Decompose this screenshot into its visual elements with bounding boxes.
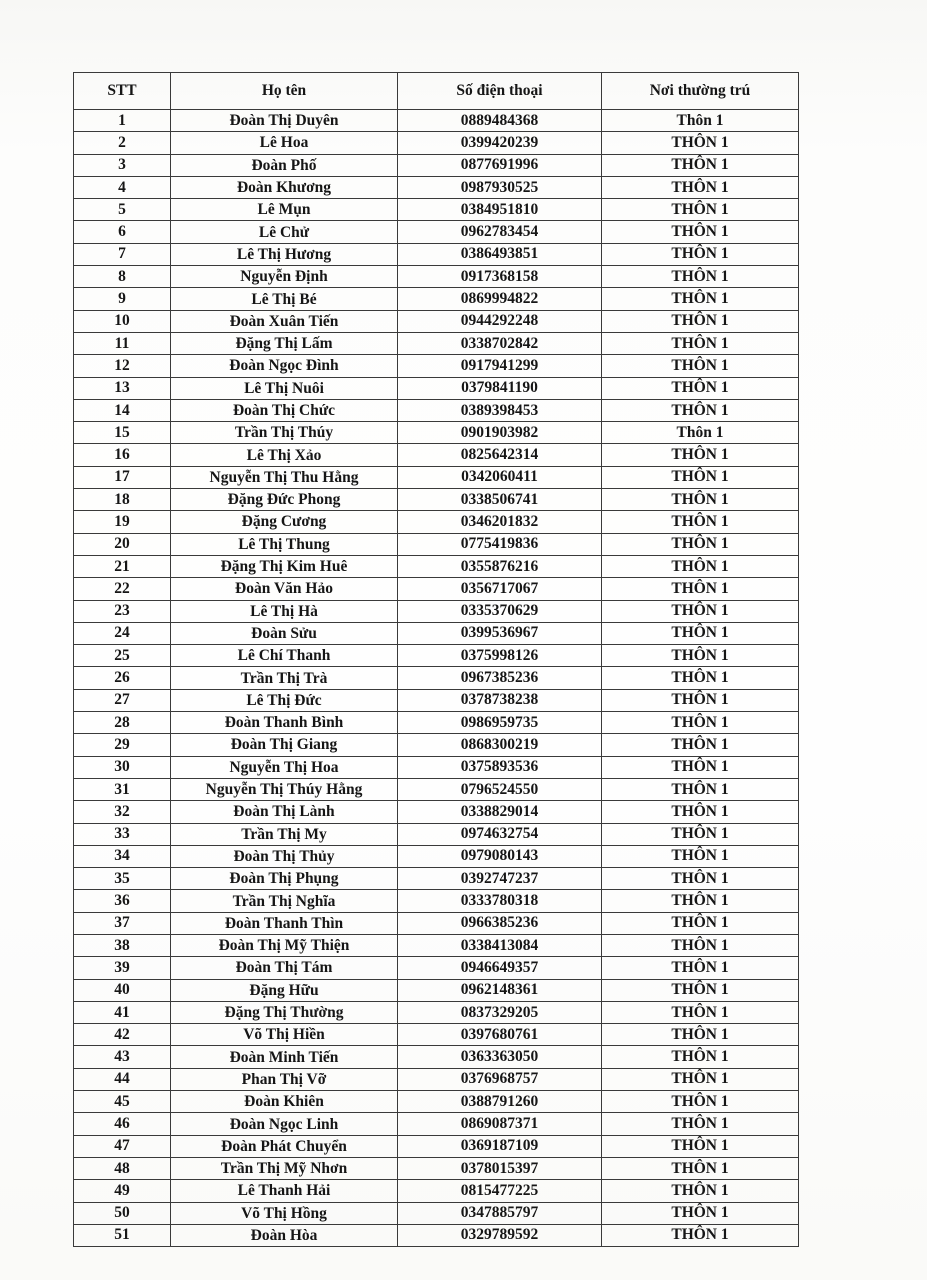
row-number-cell: 48 xyxy=(74,1157,171,1179)
residence-cell: THÔN 1 xyxy=(602,778,799,800)
table-row xyxy=(74,176,799,198)
full-name-cell: Đoàn Khiên xyxy=(171,1091,398,1113)
phone-number-cell: 0375893536 xyxy=(398,756,602,778)
row-number-cell: 31 xyxy=(74,778,171,800)
row-number-cell: 47 xyxy=(74,1135,171,1157)
full-name-cell: Đoàn Văn Hảo xyxy=(171,578,398,600)
residence-cell: THÔN 1 xyxy=(602,1157,799,1179)
residence-cell: THÔN 1 xyxy=(602,132,799,154)
residence-cell: THÔN 1 xyxy=(602,399,799,421)
row-number-cell: 39 xyxy=(74,957,171,979)
full-name-cell: Lê Chử xyxy=(171,221,398,243)
row-number-cell: 50 xyxy=(74,1202,171,1224)
residence-cell: THÔN 1 xyxy=(602,979,799,1001)
residence-cell: THÔN 1 xyxy=(602,1113,799,1135)
row-number-cell: 18 xyxy=(74,489,171,511)
phone-number-cell: 0347885797 xyxy=(398,1202,602,1224)
table-row xyxy=(74,823,799,845)
residence-cell: THÔN 1 xyxy=(602,466,799,488)
residence-cell: THÔN 1 xyxy=(602,734,799,756)
full-name-cell: Võ Thị Hồng xyxy=(171,1202,398,1224)
full-name-cell: Đoàn Phát Chuyển xyxy=(171,1135,398,1157)
full-name-cell: Trần Thị Mỹ Nhơn xyxy=(171,1157,398,1179)
residence-cell: THÔN 1 xyxy=(602,1046,799,1068)
phone-number-cell: 0397680761 xyxy=(398,1024,602,1046)
phone-number-cell: 0388791260 xyxy=(398,1091,602,1113)
row-number-cell: 13 xyxy=(74,377,171,399)
table-row xyxy=(74,422,799,444)
row-number-cell: 23 xyxy=(74,600,171,622)
full-name-cell: Lê Thanh Hải xyxy=(171,1180,398,1202)
row-number-cell: 49 xyxy=(74,1180,171,1202)
table-row xyxy=(74,890,799,912)
row-number-cell: 38 xyxy=(74,934,171,956)
row-number-cell: 28 xyxy=(74,712,171,734)
full-name-cell: Võ Thị Hiền xyxy=(171,1024,398,1046)
row-number-cell: 46 xyxy=(74,1113,171,1135)
table-row xyxy=(74,533,799,555)
residence-cell: THÔN 1 xyxy=(602,355,799,377)
residence-cell: THÔN 1 xyxy=(602,511,799,533)
phone-number-cell: 0386493851 xyxy=(398,243,602,265)
header-residence: Nơi thường trú xyxy=(602,73,799,110)
phone-number-cell: 0379841190 xyxy=(398,377,602,399)
full-name-cell: Nguyễn Thị Hoa xyxy=(171,756,398,778)
row-number-cell: 12 xyxy=(74,355,171,377)
full-name-cell: Trần Thị My xyxy=(171,823,398,845)
residence-cell: THÔN 1 xyxy=(602,578,799,600)
table-row xyxy=(74,288,799,310)
phone-number-cell: 0775419836 xyxy=(398,533,602,555)
full-name-cell: Trần Thị Nghĩa xyxy=(171,890,398,912)
table-row xyxy=(74,622,799,644)
residence-cell: THÔN 1 xyxy=(602,600,799,622)
phone-number-cell: 0917368158 xyxy=(398,266,602,288)
table-row xyxy=(74,154,799,176)
table-row xyxy=(74,466,799,488)
full-name-cell: Đoàn Thanh Thìn xyxy=(171,912,398,934)
full-name-cell: Trần Thị Thúy xyxy=(171,422,398,444)
phone-number-cell: 0338506741 xyxy=(398,489,602,511)
table-row xyxy=(74,377,799,399)
residence-cell: THÔN 1 xyxy=(602,1024,799,1046)
full-name-cell: Lê Thị Hương xyxy=(171,243,398,265)
row-number-cell: 42 xyxy=(74,1024,171,1046)
table-row xyxy=(74,868,799,890)
row-number-cell: 15 xyxy=(74,422,171,444)
residence-cell: THÔN 1 xyxy=(602,957,799,979)
table-body xyxy=(74,110,799,1247)
full-name-cell: Lê Thị Nuôi xyxy=(171,377,398,399)
phone-number-cell: 0946649357 xyxy=(398,957,602,979)
table-row xyxy=(74,1224,799,1246)
table-row xyxy=(74,444,799,466)
table-row xyxy=(74,934,799,956)
table-row xyxy=(74,912,799,934)
phone-number-cell: 0355876216 xyxy=(398,555,602,577)
phone-number-cell: 0917941299 xyxy=(398,355,602,377)
residence-cell: THÔN 1 xyxy=(602,756,799,778)
residence-cell: Thôn 1 xyxy=(602,110,799,132)
phone-number-cell: 0389398453 xyxy=(398,399,602,421)
phone-number-cell: 0815477225 xyxy=(398,1180,602,1202)
phone-number-cell: 0901903982 xyxy=(398,422,602,444)
row-number-cell: 27 xyxy=(74,689,171,711)
row-number-cell: 29 xyxy=(74,734,171,756)
table-row xyxy=(74,1001,799,1023)
table-row xyxy=(74,110,799,132)
table-row xyxy=(74,1157,799,1179)
full-name-cell: Đoàn Phố xyxy=(171,154,398,176)
residence-cell: THÔN 1 xyxy=(602,154,799,176)
phone-number-cell: 0392747237 xyxy=(398,868,602,890)
resident-table xyxy=(73,72,799,1247)
full-name-cell: Đoàn Thị Phụng xyxy=(171,868,398,890)
residence-cell: THÔN 1 xyxy=(602,288,799,310)
row-number-cell: 25 xyxy=(74,645,171,667)
full-name-cell: Đoàn Khương xyxy=(171,176,398,198)
full-name-cell: Đoàn Ngọc Đình xyxy=(171,355,398,377)
full-name-cell: Lê Chí Thanh xyxy=(171,645,398,667)
table-row xyxy=(74,221,799,243)
row-number-cell: 45 xyxy=(74,1091,171,1113)
full-name-cell: Đặng Thị Thường xyxy=(171,1001,398,1023)
row-number-cell: 40 xyxy=(74,979,171,1001)
phone-number-cell: 0868300219 xyxy=(398,734,602,756)
full-name-cell: Lê Thị Xảo xyxy=(171,444,398,466)
row-number-cell: 30 xyxy=(74,756,171,778)
row-number-cell: 6 xyxy=(74,221,171,243)
phone-number-cell: 0962148361 xyxy=(398,979,602,1001)
row-number-cell: 20 xyxy=(74,533,171,555)
full-name-cell: Đoàn Xuân Tiến xyxy=(171,310,398,332)
row-number-cell: 32 xyxy=(74,801,171,823)
full-name-cell: Lê Thị Đức xyxy=(171,689,398,711)
residence-cell: THÔN 1 xyxy=(602,377,799,399)
phone-number-cell: 0962783454 xyxy=(398,221,602,243)
row-number-cell: 19 xyxy=(74,511,171,533)
table-row xyxy=(74,555,799,577)
header-stt: STT xyxy=(74,73,171,110)
residence-cell: THÔN 1 xyxy=(602,555,799,577)
residence-cell: THÔN 1 xyxy=(602,645,799,667)
table-row xyxy=(74,578,799,600)
phone-number-cell: 0329789592 xyxy=(398,1224,602,1246)
phone-number-cell: 0979080143 xyxy=(398,845,602,867)
full-name-cell: Lê Thị Hà xyxy=(171,600,398,622)
row-number-cell: 41 xyxy=(74,1001,171,1023)
table-row xyxy=(74,712,799,734)
table-row xyxy=(74,734,799,756)
phone-number-cell: 0869994822 xyxy=(398,288,602,310)
table-row xyxy=(74,645,799,667)
row-number-cell: 17 xyxy=(74,466,171,488)
row-number-cell: 34 xyxy=(74,845,171,867)
row-number-cell: 51 xyxy=(74,1224,171,1246)
full-name-cell: Đoàn Thị Thủy xyxy=(171,845,398,867)
row-number-cell: 2 xyxy=(74,132,171,154)
phone-number-cell: 0796524550 xyxy=(398,778,602,800)
row-number-cell: 26 xyxy=(74,667,171,689)
header-phone-number: Số điện thoại xyxy=(398,73,602,110)
residence-cell: THÔN 1 xyxy=(602,1091,799,1113)
table-row xyxy=(74,266,799,288)
full-name-cell: Đoàn Thị Chức xyxy=(171,399,398,421)
full-name-cell: Nguyễn Định xyxy=(171,266,398,288)
phone-number-cell: 0944292248 xyxy=(398,310,602,332)
row-number-cell: 1 xyxy=(74,110,171,132)
full-name-cell: Lê Mụn xyxy=(171,199,398,221)
residence-cell: THÔN 1 xyxy=(602,266,799,288)
phone-number-cell: 0889484368 xyxy=(398,110,602,132)
row-number-cell: 11 xyxy=(74,332,171,354)
full-name-cell: Đoàn Hòa xyxy=(171,1224,398,1246)
table-row xyxy=(74,667,799,689)
residence-cell: THÔN 1 xyxy=(602,1180,799,1202)
table-row xyxy=(74,511,799,533)
phone-number-cell: 0375998126 xyxy=(398,645,602,667)
phone-number-cell: 0333780318 xyxy=(398,890,602,912)
table-row xyxy=(74,756,799,778)
full-name-cell: Đặng Thị Lấm xyxy=(171,332,398,354)
phone-number-cell: 0338702842 xyxy=(398,332,602,354)
residence-cell: THÔN 1 xyxy=(602,1068,799,1090)
residence-cell: THÔN 1 xyxy=(602,221,799,243)
row-number-cell: 22 xyxy=(74,578,171,600)
table-row xyxy=(74,1091,799,1113)
phone-number-cell: 0399536967 xyxy=(398,622,602,644)
table-row xyxy=(74,1135,799,1157)
phone-number-cell: 0877691996 xyxy=(398,154,602,176)
table-header-row xyxy=(74,73,799,110)
phone-number-cell: 0986959735 xyxy=(398,712,602,734)
full-name-cell: Đặng Hữu xyxy=(171,979,398,1001)
residence-cell: THÔN 1 xyxy=(602,1202,799,1224)
row-number-cell: 44 xyxy=(74,1068,171,1090)
phone-number-cell: 0378738238 xyxy=(398,689,602,711)
table-row xyxy=(74,957,799,979)
residence-cell: THÔN 1 xyxy=(602,934,799,956)
table-row xyxy=(74,1113,799,1135)
residence-cell: THÔN 1 xyxy=(602,1224,799,1246)
table-row xyxy=(74,199,799,221)
row-number-cell: 35 xyxy=(74,868,171,890)
row-number-cell: 43 xyxy=(74,1046,171,1068)
full-name-cell: Đoàn Thanh Bình xyxy=(171,712,398,734)
table-row xyxy=(74,1024,799,1046)
table-row xyxy=(74,1180,799,1202)
residence-cell: THÔN 1 xyxy=(602,801,799,823)
full-name-cell: Đặng Thị Kim Huê xyxy=(171,555,398,577)
phone-number-cell: 0338829014 xyxy=(398,801,602,823)
phone-number-cell: 0335370629 xyxy=(398,600,602,622)
row-number-cell: 16 xyxy=(74,444,171,466)
full-name-cell: Đoàn Thị Mỹ Thiện xyxy=(171,934,398,956)
row-number-cell: 24 xyxy=(74,622,171,644)
full-name-cell: Lê Hoa xyxy=(171,132,398,154)
phone-number-cell: 0974632754 xyxy=(398,823,602,845)
row-number-cell: 5 xyxy=(74,199,171,221)
table-row xyxy=(74,801,799,823)
residence-cell: Thôn 1 xyxy=(602,422,799,444)
phone-number-cell: 0825642314 xyxy=(398,444,602,466)
header-full-name: Họ tên xyxy=(171,73,398,110)
table-row xyxy=(74,310,799,332)
table-row xyxy=(74,1202,799,1224)
residence-cell: THÔN 1 xyxy=(602,712,799,734)
residence-cell: THÔN 1 xyxy=(602,533,799,555)
phone-number-cell: 0869087371 xyxy=(398,1113,602,1135)
full-name-cell: Đặng Cương xyxy=(171,511,398,533)
full-name-cell: Nguyễn Thị Thúy Hằng xyxy=(171,778,398,800)
table-row xyxy=(74,979,799,1001)
phone-number-cell: 0837329205 xyxy=(398,1001,602,1023)
residence-cell: THÔN 1 xyxy=(602,489,799,511)
full-name-cell: Đoàn Sửu xyxy=(171,622,398,644)
phone-number-cell: 0376968757 xyxy=(398,1068,602,1090)
residence-cell: THÔN 1 xyxy=(602,912,799,934)
row-number-cell: 10 xyxy=(74,310,171,332)
residence-cell: THÔN 1 xyxy=(602,622,799,644)
table-row xyxy=(74,600,799,622)
row-number-cell: 33 xyxy=(74,823,171,845)
row-number-cell: 36 xyxy=(74,890,171,912)
row-number-cell: 8 xyxy=(74,266,171,288)
table-row xyxy=(74,332,799,354)
residence-cell: THÔN 1 xyxy=(602,176,799,198)
row-number-cell: 14 xyxy=(74,399,171,421)
residence-cell: THÔN 1 xyxy=(602,667,799,689)
full-name-cell: Đặng Đức Phong xyxy=(171,489,398,511)
residence-cell: THÔN 1 xyxy=(602,823,799,845)
table-row xyxy=(74,1046,799,1068)
phone-number-cell: 0342060411 xyxy=(398,466,602,488)
phone-number-cell: 0346201832 xyxy=(398,511,602,533)
table-row xyxy=(74,243,799,265)
phone-number-cell: 0356717067 xyxy=(398,578,602,600)
phone-number-cell: 0369187109 xyxy=(398,1135,602,1157)
phone-number-cell: 0966385236 xyxy=(398,912,602,934)
full-name-cell: Trần Thị Trà xyxy=(171,667,398,689)
table-row xyxy=(74,355,799,377)
row-number-cell: 37 xyxy=(74,912,171,934)
table-row xyxy=(74,845,799,867)
full-name-cell: Đoàn Minh Tiến xyxy=(171,1046,398,1068)
full-name-cell: Đoàn Thị Giang xyxy=(171,734,398,756)
full-name-cell: Đoàn Thị Duyên xyxy=(171,110,398,132)
residence-cell: THÔN 1 xyxy=(602,845,799,867)
phone-number-cell: 0384951810 xyxy=(398,199,602,221)
residence-cell: THÔN 1 xyxy=(602,444,799,466)
residence-cell: THÔN 1 xyxy=(602,890,799,912)
table-row xyxy=(74,489,799,511)
residence-cell: THÔN 1 xyxy=(602,332,799,354)
residence-cell: THÔN 1 xyxy=(602,243,799,265)
table-row xyxy=(74,132,799,154)
residence-cell: THÔN 1 xyxy=(602,199,799,221)
residence-cell: THÔN 1 xyxy=(602,310,799,332)
residence-cell: THÔN 1 xyxy=(602,868,799,890)
phone-number-cell: 0338413084 xyxy=(398,934,602,956)
table-row xyxy=(74,689,799,711)
residence-cell: THÔN 1 xyxy=(602,689,799,711)
row-number-cell: 21 xyxy=(74,555,171,577)
full-name-cell: Phan Thị Vỡ xyxy=(171,1068,398,1090)
phone-number-cell: 0399420239 xyxy=(398,132,602,154)
full-name-cell: Đoàn Thị Lành xyxy=(171,801,398,823)
table-row xyxy=(74,399,799,421)
row-number-cell: 9 xyxy=(74,288,171,310)
phone-number-cell: 0967385236 xyxy=(398,667,602,689)
table-row xyxy=(74,778,799,800)
residence-cell: THÔN 1 xyxy=(602,1135,799,1157)
full-name-cell: Lê Thị Bé xyxy=(171,288,398,310)
residence-cell: THÔN 1 xyxy=(602,1001,799,1023)
table-row xyxy=(74,1068,799,1090)
row-number-cell: 7 xyxy=(74,243,171,265)
phone-number-cell: 0363363050 xyxy=(398,1046,602,1068)
row-number-cell: 3 xyxy=(74,154,171,176)
row-number-cell: 4 xyxy=(74,176,171,198)
phone-number-cell: 0378015397 xyxy=(398,1157,602,1179)
full-name-cell: Đoàn Ngọc Linh xyxy=(171,1113,398,1135)
full-name-cell: Lê Thị Thung xyxy=(171,533,398,555)
full-name-cell: Nguyễn Thị Thu Hằng xyxy=(171,466,398,488)
phone-number-cell: 0987930525 xyxy=(398,176,602,198)
full-name-cell: Đoàn Thị Tám xyxy=(171,957,398,979)
